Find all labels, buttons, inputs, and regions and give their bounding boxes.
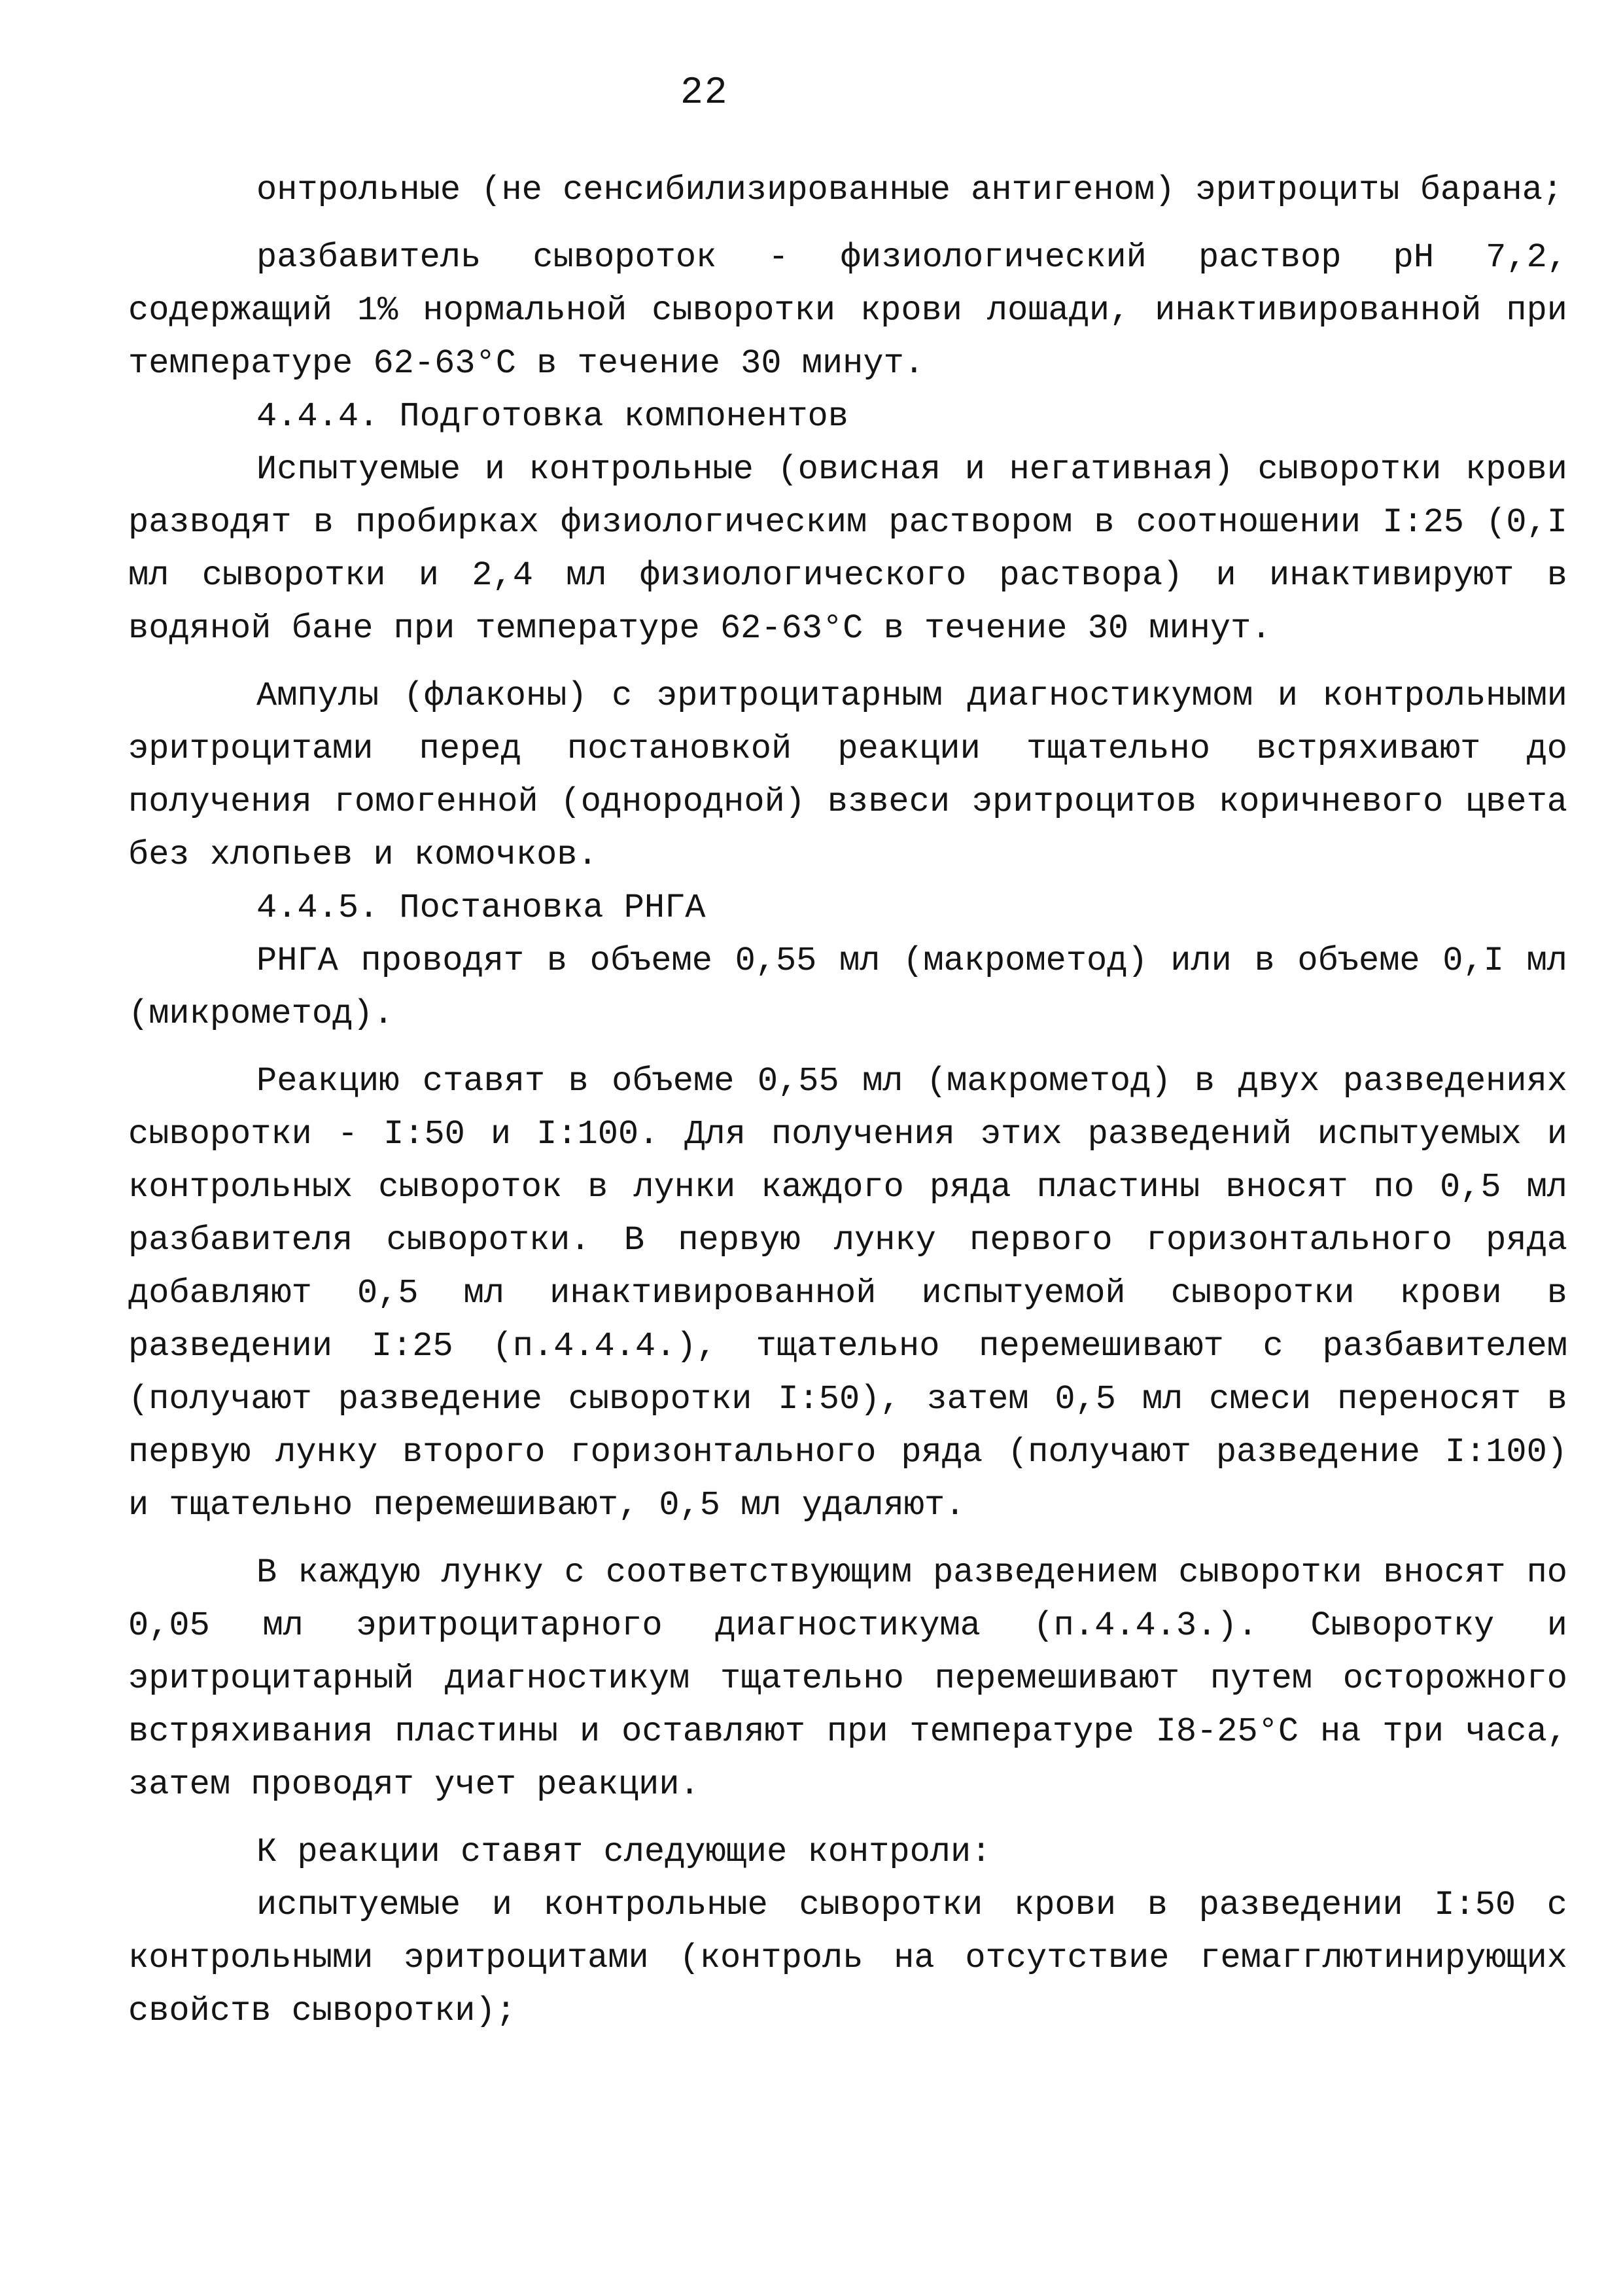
section-heading-4-4-4: 4.4.4. Подготовка компонентов [256, 397, 848, 436]
paragraph-serum-dilution: Испытуемые и контрольные (овисная и негативная) сыворотки крови разводят в пробирках физиологическим раствором в соотношении I:25 (0,I мл сыворотки и 2,4 мл физиологического раствора) и инактивируют в водяной бане при температуре 62-63°С в течение 30 минут. [128, 450, 1567, 648]
section-heading-4-4-5: 4.4.5. Постановка РНГА [256, 889, 706, 927]
page-number: 22 [680, 72, 729, 115]
document-body [128, 164, 1567, 2038]
paragraph-ampoule-shaking: Ампулы (флаконы) с эритроцитарным диагностикумом и контрольными эритроцитами перед постановкой реакции тщательно встряхивают до получения гомогенной (однородной) взвеси эритроцитов коричневого цвета без хлопьев и комочков. [128, 677, 1567, 874]
paragraph-controls-intro: К реакции ставят следующие контроли: [256, 1833, 992, 1871]
paragraph-serum-diluent: разбавитель сывороток - физиологический раствор pH 7,2, содержащий 1% нормальной сыворотки крови лошади, инактивированной при температуре 62-63°С в течение 30 минут. [128, 238, 1567, 383]
paragraph-diagnosticum-addition: В каждую лунку с соответствующим разведением сыворотки вносят по 0,05 мл эритроцитарного диагностикума (п.4.4.3.). Сыворотку и эритроцитарный диагностикум тщательно перемешивают путем осторожного встряхивания пластины и оставляют при температуре I8-25°С на три часа, затем проводят учет реакции. [128, 1553, 1567, 1804]
paragraph-rnga-volume: РНГА проводят в объеме 0,55 мл (макрометод) или в объеме 0,I мл (микрометод). [128, 942, 1567, 1033]
paragraph-reaction-setup: Реакцию ставят в объеме 0,55 мл (макрометод) в двух разведениях сыворотки - I:50 и I:100. Для получения этих разведений испытуемых и контрольных сывороток в лунки каждого ряда пластины вносят по 0,5 мл разбавителя сыворотки. В первую лунку первого горизонтального ряда добавляют 0,5 мл инактивированной испытуемой сыворотки крови в разведении I:25 (п.4.4.4.), тщательно перемешивают с разбавителем (получают разведение сыворотки I:50), затем 0,5 мл смеси переносят в первую лунку второго горизонтального ряда (получают разведение I:100) и тщательно перемешивают, 0,5 мл удаляют. [128, 1062, 1567, 1525]
paragraph-control-item: испытуемые и контрольные сыворотки крови в разведении I:50 с контрольными эритроцитами (контроль на отсутствие гемагглютинирующих свойств сыворотки); [128, 1886, 1567, 2030]
paragraph-control-erythrocytes: онтрольные (не сенсибилизированные антигеном) эритроциты барана; [256, 171, 1563, 209]
